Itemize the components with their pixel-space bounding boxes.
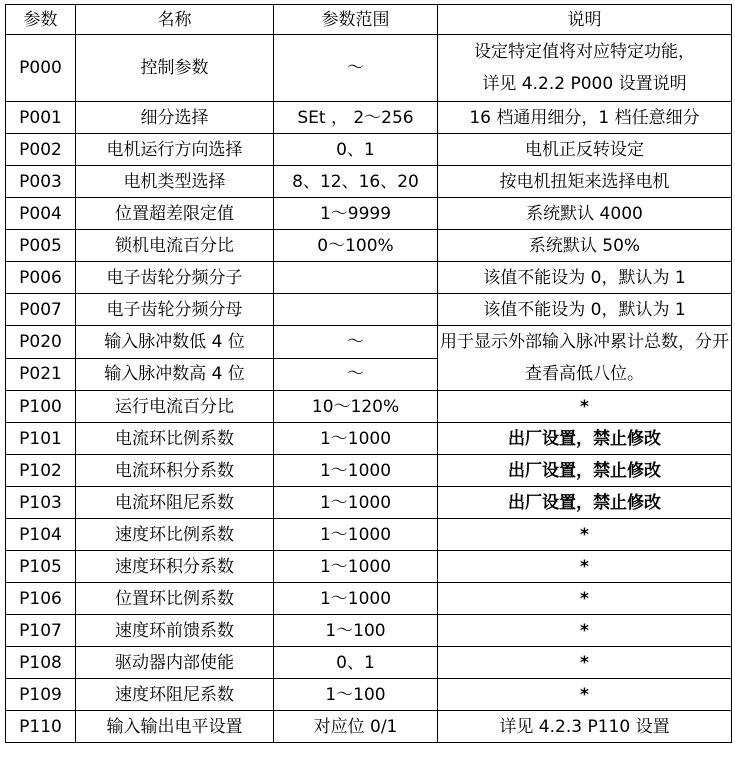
param-name: 速度环比例系数 — [76, 519, 274, 551]
param-range: 1～1000 — [274, 551, 438, 583]
param-code: P109 — [6, 679, 76, 711]
param-code: P105 — [6, 551, 76, 583]
param-range: 1～9999 — [274, 198, 438, 230]
param-name: 控制参数 — [76, 35, 274, 102]
param-code: P005 — [6, 230, 76, 262]
param-name: 位置超差限定值 — [76, 198, 274, 230]
param-desc: * — [438, 615, 732, 647]
param-range: 1～1000 — [274, 519, 438, 551]
table-row — [6, 487, 732, 519]
header-range: 参数范围 — [274, 5, 438, 35]
table-row — [6, 583, 732, 615]
param-name: 输入输出电平设置 — [76, 711, 274, 743]
table-row — [6, 551, 732, 583]
param-desc-line: 详见 4.2.2 P000 设置说明 — [482, 74, 687, 94]
table-row — [6, 455, 732, 487]
param-code: P020 — [6, 326, 76, 359]
table-row — [6, 711, 732, 743]
table-row — [6, 326, 732, 359]
param-desc: 该值不能设为 0，默认为 1 — [438, 294, 732, 326]
param-code: P004 — [6, 198, 76, 230]
param-range: 1～100 — [274, 615, 438, 647]
param-desc: * — [438, 391, 732, 423]
table-row — [6, 166, 732, 198]
param-code: P102 — [6, 455, 76, 487]
param-desc: 按电机扭矩来选择电机 — [438, 166, 732, 198]
table-row — [6, 391, 732, 423]
param-code: P100 — [6, 391, 76, 423]
param-desc: 16 档通用细分，1 档任意细分 — [438, 102, 732, 134]
param-code: P003 — [6, 166, 76, 198]
param-desc: 出厂设置，禁止修改 — [438, 487, 732, 519]
table-row — [6, 423, 732, 455]
param-code: P000 — [6, 35, 76, 102]
param-range: 对应位 0/1 — [274, 711, 438, 743]
param-desc: 电机正反转设定 — [438, 134, 732, 166]
param-range: 1～1000 — [274, 487, 438, 519]
param-name: 电机类型选择 — [76, 166, 274, 198]
table-header-row — [6, 5, 732, 35]
param-desc-line: 设定特定值将对应特定功能， — [474, 42, 695, 62]
param-desc: * — [438, 551, 732, 583]
param-range: 8、12、16、20 — [274, 166, 438, 198]
param-name: 电流环比例系数 — [76, 423, 274, 455]
param-code: P002 — [6, 134, 76, 166]
param-desc: * — [438, 647, 732, 679]
param-range: 0、1 — [274, 134, 438, 166]
param-name: 速度环前馈系数 — [76, 615, 274, 647]
param-range: ～ — [274, 326, 438, 359]
table-row — [6, 647, 732, 679]
parameter-table — [5, 4, 732, 743]
param-range: 1～1000 — [274, 455, 438, 487]
param-name: 电机运行方向选择 — [76, 134, 274, 166]
table-row — [6, 262, 732, 294]
param-desc: 系统默认 50% — [438, 230, 732, 262]
param-desc-merged: 用于显示外部输入脉冲累计总数，分开查看高低八位。 — [438, 326, 732, 391]
param-desc: 系统默认 4000 — [438, 198, 732, 230]
param-name: 电流环阻尼系数 — [76, 487, 274, 519]
param-name: 电子齿轮分频分母 — [76, 294, 274, 326]
param-desc — [438, 35, 732, 102]
param-code: P104 — [6, 519, 76, 551]
param-code: P107 — [6, 615, 76, 647]
param-range — [274, 262, 438, 294]
param-range: 0～100% — [274, 230, 438, 262]
param-name: 电子齿轮分频分子 — [76, 262, 274, 294]
param-range — [274, 294, 438, 326]
table-row — [6, 230, 732, 262]
table-row — [6, 35, 732, 102]
param-name: 驱动器内部使能 — [76, 647, 274, 679]
param-code: P103 — [6, 487, 76, 519]
param-desc: 详见 4.2.3 P110 设置 — [438, 711, 732, 743]
param-name: 细分选择 — [76, 102, 274, 134]
param-range: ～ — [274, 358, 438, 391]
param-desc: * — [438, 519, 732, 551]
param-name: 运行电流百分比 — [76, 391, 274, 423]
header-desc: 说明 — [438, 5, 732, 35]
param-code: P110 — [6, 711, 76, 743]
param-range: 10～120% — [274, 391, 438, 423]
param-code: P007 — [6, 294, 76, 326]
param-desc: 该值不能设为 0，默认为 1 — [438, 262, 732, 294]
param-desc: 出厂设置，禁止修改 — [438, 423, 732, 455]
table-row — [6, 198, 732, 230]
param-range: 0、1 — [274, 647, 438, 679]
param-desc: 出厂设置，禁止修改 — [438, 455, 732, 487]
table-row — [6, 615, 732, 647]
param-range: 1～1000 — [274, 423, 438, 455]
table-row — [6, 134, 732, 166]
table-row — [6, 519, 732, 551]
param-code: P006 — [6, 262, 76, 294]
param-code: P021 — [6, 358, 76, 391]
param-name: 输入脉冲数低 4 位 — [76, 326, 274, 359]
table-row — [6, 679, 732, 711]
param-name: 电流环积分系数 — [76, 455, 274, 487]
header-name: 名称 — [76, 5, 274, 35]
param-name: 速度环阻尼系数 — [76, 679, 274, 711]
param-code: P106 — [6, 583, 76, 615]
param-code: P108 — [6, 647, 76, 679]
param-range: 1～100 — [274, 679, 438, 711]
param-code: P101 — [6, 423, 76, 455]
param-desc: * — [438, 583, 732, 615]
param-name: 位置环比例系数 — [76, 583, 274, 615]
table-row — [6, 102, 732, 134]
param-range: SEt ， 2～256 — [274, 102, 438, 134]
param-range: ～ — [274, 35, 438, 102]
param-name: 锁机电流百分比 — [76, 230, 274, 262]
param-range: 1～1000 — [274, 583, 438, 615]
param-name: 输入脉冲数高 4 位 — [76, 358, 274, 391]
table-row — [6, 294, 732, 326]
param-code: P001 — [6, 102, 76, 134]
param-desc: * — [438, 679, 732, 711]
param-name: 速度环积分系数 — [76, 551, 274, 583]
header-param: 参数 — [6, 5, 76, 35]
